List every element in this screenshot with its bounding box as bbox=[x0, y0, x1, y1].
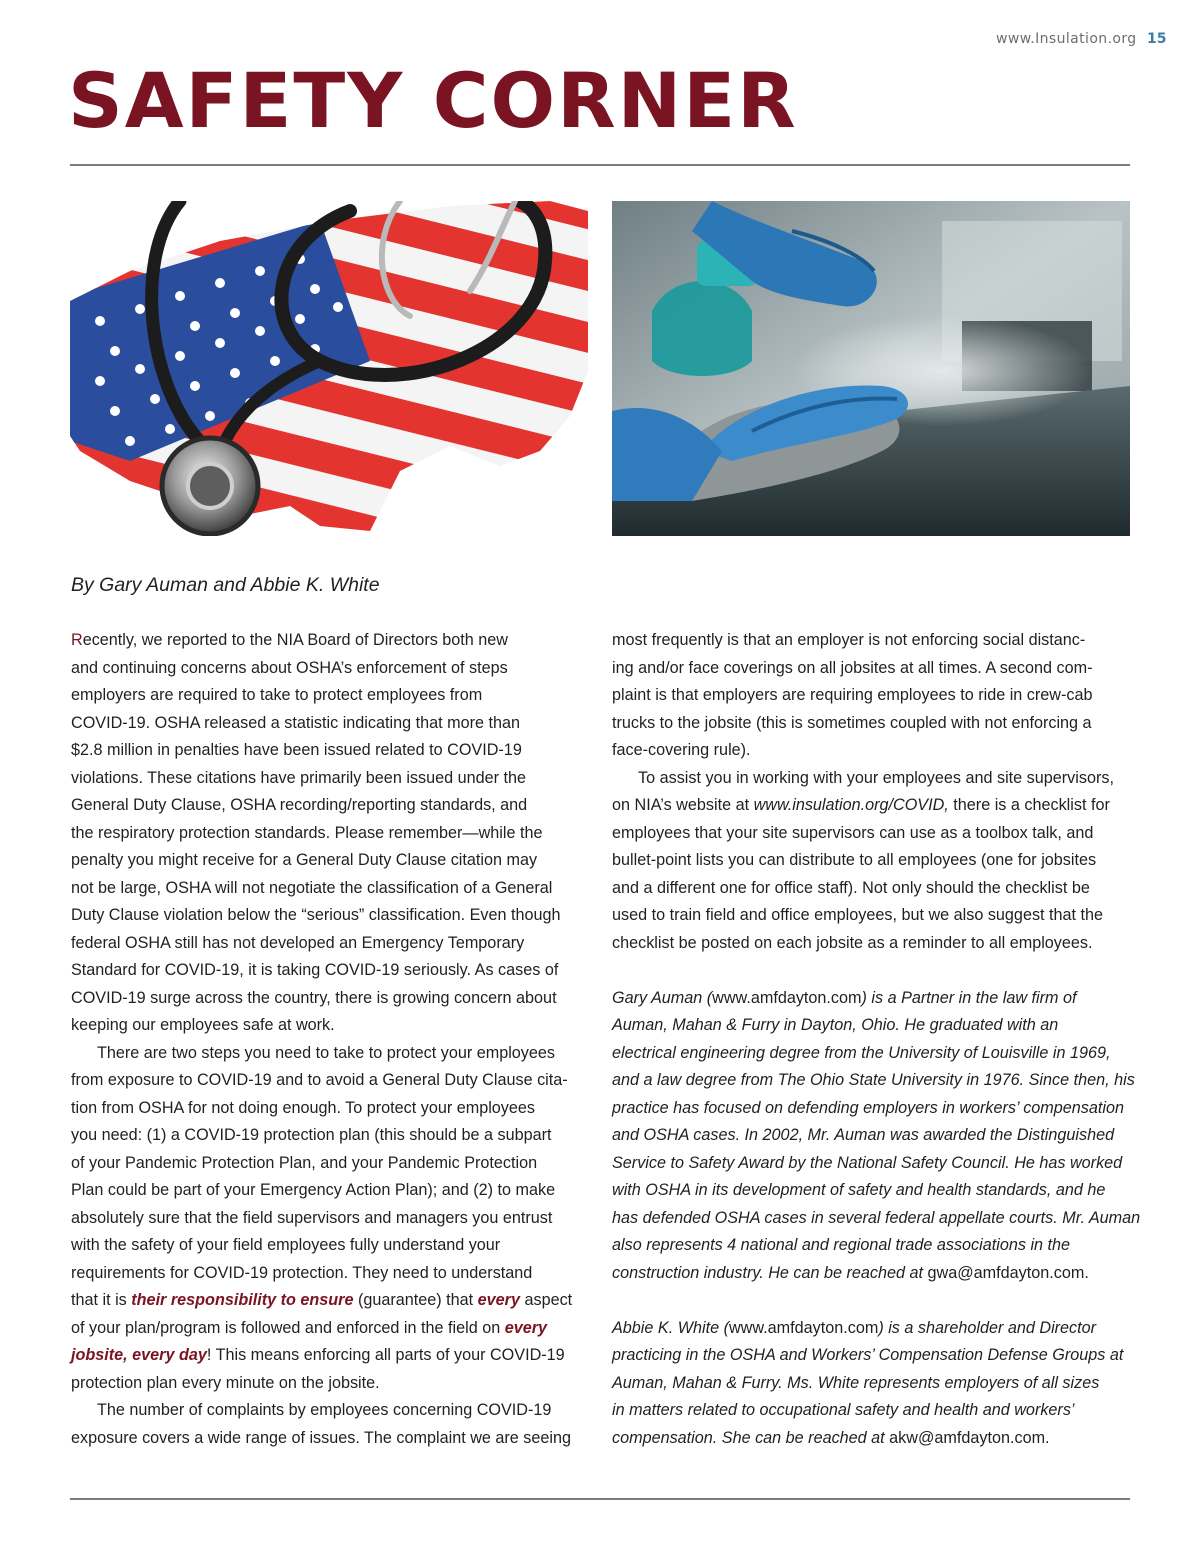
text-line: with the safety of your field employees fully understand your bbox=[71, 1236, 501, 1254]
text-line: exposure covers a wide range of issues. The complaint we are seeing bbox=[71, 1428, 571, 1447]
website-link[interactable]: www.insulation.org/COVID, bbox=[753, 796, 949, 814]
text-line: COVID-19. OSHA released a statistic indicating that more than bbox=[71, 713, 520, 732]
text-run: ) is a Partner in the law firm of bbox=[861, 988, 1077, 1007]
text-line: plaint is that employers are requiring employees to ride in crew-cab bbox=[612, 686, 1093, 704]
disinfecting-illustration bbox=[612, 201, 1130, 536]
text-run: ) is a shareholder and Director bbox=[878, 1318, 1097, 1337]
text-line: you need: (1) a COVID-19 protection plan (this should be a subpart bbox=[71, 1126, 552, 1144]
text-line: from exposure to COVID-19 and to avoid a General Duty Clause cita- bbox=[71, 1071, 568, 1089]
text-line bbox=[612, 1425, 1132, 1453]
text-line: employers are required to take to protect employees from bbox=[71, 686, 483, 704]
text-run: Abbie K. White ( bbox=[612, 1318, 729, 1337]
text-line: violations. These citations have primarily been issued under the bbox=[71, 768, 527, 787]
text-line: and OSHA cases. In 2002, Mr. Auman was awarded the Distinguished bbox=[612, 1126, 1115, 1144]
text-line bbox=[71, 1287, 591, 1315]
disinfecting-surface-photo bbox=[612, 201, 1130, 536]
text-line: of your Pandemic Protection Plan, and your Pandemic Protection bbox=[71, 1153, 538, 1172]
article-column-left bbox=[71, 627, 591, 1452]
emphasis-text: their responsibility to ensure bbox=[131, 1291, 354, 1309]
top-divider bbox=[70, 164, 1130, 166]
text-line bbox=[612, 985, 1132, 1013]
paragraph bbox=[71, 1397, 591, 1452]
section-title: SAFETY CORNER bbox=[68, 56, 798, 145]
text-run: on NIA’s website at bbox=[612, 796, 754, 814]
text-line: and a law degree from The Ohio State University in 1976. Since then, his bbox=[612, 1071, 1135, 1089]
author-bio-auman bbox=[612, 985, 1141, 1288]
paragraph-gap bbox=[612, 957, 1132, 985]
text-line bbox=[71, 1342, 591, 1370]
text-line: Auman, Mahan & Furry in Dayton, Ohio. He graduated with an bbox=[612, 1016, 1059, 1034]
text-line: penalty you might receive for a General Duty Clause citation may bbox=[71, 851, 538, 869]
text-line: requirements for COVID-19 protection. They need to understand bbox=[71, 1263, 533, 1282]
text-line: in matters related to occupational safety and health and workers’ bbox=[612, 1401, 1075, 1419]
text-line: keeping our employees safe at work. bbox=[71, 1016, 335, 1034]
text-run: construction industry. He can be reached at bbox=[612, 1263, 928, 1282]
paragraph-gap bbox=[612, 1287, 1132, 1315]
website-link[interactable]: www.amfdayton.com bbox=[728, 1318, 879, 1337]
emphasis-text: every bbox=[477, 1291, 520, 1309]
paragraph bbox=[71, 1040, 591, 1398]
text-line: federal OSHA still has not developed an Emergency Temporary bbox=[71, 933, 525, 952]
text-line: checklist be posted on each jobsite as a reminder to all employees. bbox=[612, 933, 1093, 952]
text-line bbox=[612, 1260, 1132, 1288]
text-line: Standard for COVID-19, it is taking COVID-19 seriously. As cases of bbox=[71, 961, 559, 979]
text-line: the respiratory protection standards. Please remember—while the bbox=[71, 823, 543, 842]
paragraph bbox=[612, 765, 1132, 958]
text-line: used to train field and office employees, but we also suggest that the bbox=[612, 906, 1104, 924]
text-line: employees that your site supervisors can use as a toolbox talk, and bbox=[612, 823, 1094, 842]
text-line bbox=[71, 1315, 591, 1343]
page-number: 15 bbox=[1147, 31, 1167, 47]
text-run: ecently, we reported to the NIA Board of Directors both new bbox=[82, 631, 508, 649]
text-line bbox=[612, 792, 1132, 820]
text-line: Auman, Mahan & Furry. Ms. White represents employers of all sizes bbox=[612, 1373, 1100, 1392]
text-run: there is a checklist for bbox=[948, 796, 1110, 814]
text-line: To assist you in working with your employees and site supervisors, bbox=[638, 768, 1114, 787]
paragraph bbox=[612, 627, 1132, 765]
text-line: COVID-19 surge across the country, there is growing concern about bbox=[71, 988, 557, 1007]
text-line: with OSHA in its development of safety and health standards, and he bbox=[612, 1181, 1106, 1199]
text-line: face-covering rule). bbox=[612, 741, 751, 759]
drop-cap: R bbox=[71, 631, 83, 649]
text-line: has defended OSHA cases in several federal appellate courts. Mr. Auman bbox=[612, 1208, 1141, 1227]
bottom-divider bbox=[70, 1498, 1130, 1500]
text-run: compensation. She can be reached at bbox=[612, 1428, 890, 1447]
emphasis-text: every bbox=[504, 1318, 548, 1337]
text-line: There are two steps you need to take to protect your employees bbox=[97, 1043, 556, 1062]
text-line: Service to Safety Award by the National Safety Council. He has worked bbox=[612, 1153, 1123, 1172]
text-run: that it is bbox=[71, 1291, 132, 1309]
text-run: aspect bbox=[519, 1291, 573, 1309]
text-line: and continuing concerns about OSHA’s enforcement of steps bbox=[71, 658, 508, 677]
text-line: Plan could be part of your Emergency Action Plan); and (2) to make bbox=[71, 1181, 556, 1199]
text-run: ! This means enforcing all parts of your COVID-19 bbox=[206, 1346, 565, 1364]
text-run: (guarantee) that bbox=[353, 1291, 478, 1309]
stethoscope-flag-illustration bbox=[70, 201, 588, 536]
text-line: also represents 4 national and regional trade associations in the bbox=[612, 1236, 1071, 1254]
text-line bbox=[612, 1315, 1132, 1343]
email-link[interactable]: akw@amfdayton.com. bbox=[889, 1428, 1050, 1447]
header-url: www.Insulation.org bbox=[996, 31, 1137, 47]
email-link[interactable]: gwa@amfdayton.com. bbox=[927, 1263, 1089, 1282]
text-line: protection plan every minute on the jobsite. bbox=[71, 1373, 380, 1392]
text-line: electrical engineering degree from the University of Louisville in 1969, bbox=[612, 1043, 1111, 1062]
text-line: $2.8 million in penalties have been issued related to COVID-19 bbox=[71, 741, 522, 759]
text-line: and a different one for office staff). Not only should the checklist be bbox=[612, 878, 1090, 897]
article-column-right bbox=[612, 627, 1141, 1452]
text-line: trucks to the jobsite (this is sometimes coupled with not enforcing a bbox=[612, 713, 1092, 732]
text-line: most frequently is that an employer is not enforcing social distanc- bbox=[612, 631, 1086, 649]
text-line: tion from OSHA for not doing enough. To protect your employees bbox=[71, 1098, 536, 1117]
text-line: ing and/or face coverings on all jobsites at all times. A second com- bbox=[612, 658, 1093, 677]
emphasis-text: jobsite, every day bbox=[71, 1346, 207, 1364]
text-line: bullet-point lists you can distribute to all employees (one for jobsites bbox=[612, 851, 1097, 869]
text-run: of your plan/program is followed and enforced in the field on bbox=[71, 1318, 505, 1337]
byline: By Gary Auman and Abbie K. White bbox=[71, 574, 380, 596]
stethoscope-flag-photo bbox=[70, 201, 588, 536]
text-line: practice has focused on defending employers in workers’ compensation bbox=[612, 1098, 1124, 1117]
text-line: absolutely sure that the field supervisors and managers you entrust bbox=[71, 1208, 553, 1227]
text-run: Gary Auman ( bbox=[612, 988, 713, 1007]
text-line: Duty Clause violation below the “serious” classification. Even though bbox=[71, 906, 561, 924]
website-link[interactable]: www.amfdayton.com bbox=[712, 988, 862, 1007]
author-bio-white bbox=[612, 1315, 1132, 1453]
paragraph bbox=[71, 627, 591, 1040]
text-line: practicing in the OSHA and Workers’ Compensation Defense Groups at bbox=[612, 1346, 1124, 1364]
text-line: General Duty Clause, OSHA recording/reporting standards, and bbox=[71, 796, 528, 814]
text-line: not be large, OSHA will not negotiate the classification of a General bbox=[71, 878, 553, 897]
text-line: The number of complaints by employees concerning COVID-19 bbox=[97, 1401, 552, 1419]
text-line bbox=[71, 627, 591, 655]
